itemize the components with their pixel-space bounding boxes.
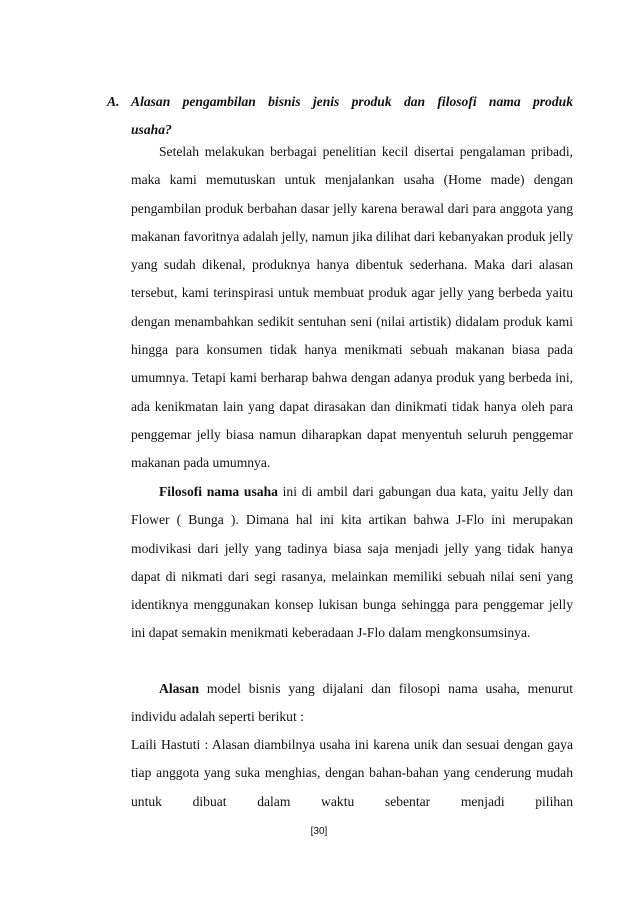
page-number: [30] (310, 826, 328, 837)
paragraph-alasan (131, 675, 573, 732)
paragraph-laili: Laili Hastuti : Alasan diambilnya usaha ini karena unik dan sesuai dengan gaya tiap anggota yang suka menghias, dengan bahan-bahan yang cenderung mudah untuk dibuat dalam waktu sebentar menjadi pilihan (131, 737, 573, 809)
paragraph-filosofi (131, 478, 573, 648)
paragraph-filosofi-bold: Filosofi nama usaha (159, 484, 278, 499)
section-marker: A. (107, 94, 120, 109)
paragraph-filosofi-text: ini di ambil dari gabungan dua kata, yaitu Jelly dan Flower ( Bunga ). Dimana hal ini kita artikan bahwa J-Flo ini merupakan modivikasi dari jelly yang tadinya biasa saja menjadi jelly yang tidak hanya dapat di nikmati dari segi rasanya, melainkan memiliki sebuah nilai seni yang identiknya menggunakan konsep lukisan bunga sehingga para penggemar jelly ini dapat semakin menikmati keberadaan J-Flo dalam mengkonsumsinya. (131, 484, 573, 641)
paragraph-alasan-text: model bisnis yang dijalani dan filosopi nama usaha, menurut individu adalah seperti berikut : (131, 681, 573, 725)
section-heading (107, 88, 573, 144)
section-heading-line2: usaha? (131, 122, 172, 137)
section-heading-line1: Alasan pengambilan bisnis jenis produk dan filosofi nama produk (131, 94, 573, 109)
paragraph-background: Setelah melakukan berbagai penelitian kecil disertai pengalaman pribadi, maka kami memutuskan untuk menjalankan usaha (Home made) dengan pengambilan produk berbahan dasar jelly karena berawal dari para anggota yang makanan favoritnya adalah jelly, namun jika dilihat dari kebanyakan produk jelly yang sudah dikenal, produknya hanya dibentuk sederhana. Maka dari alasan tersebut, kami terinspirasi untuk membuat produk agar jelly yang berbeda yaitu dengan menambahkan sedikit sentuhan seni (nilai artistik) didalam produk kami hingga para konsumen tidak hanya menikmati sebuah makanan biasa pada umumnya. Tetapi kami berharap bahwa dengan adanya produk yang berbeda ini, ada kenikmatan lain yang dapat dirasakan dan dinikmati tidak hanya oleh para penggemar jelly biasa namun diharapkan dapat menyentuh seluruh penggemar makanan pada umumnya. (131, 144, 573, 471)
paragraph-alasan-bold: Alasan (159, 681, 200, 696)
